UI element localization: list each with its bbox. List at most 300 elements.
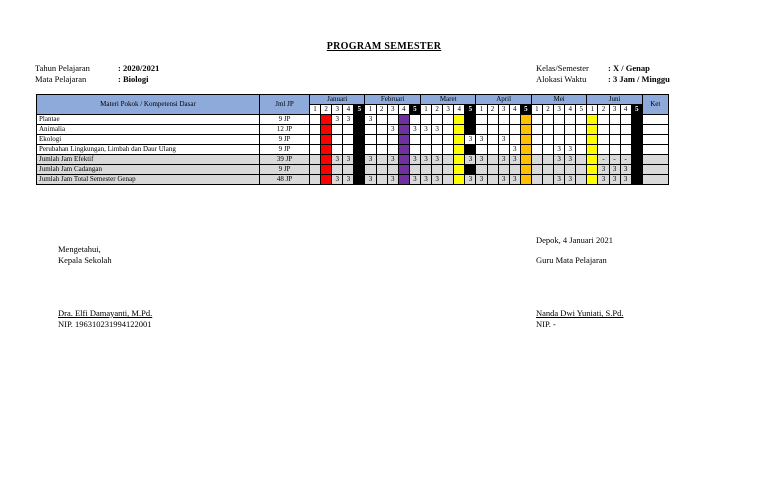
week-cell bbox=[598, 125, 609, 135]
week-cell bbox=[432, 115, 443, 125]
week-cell bbox=[432, 145, 443, 155]
header-week: 4 bbox=[343, 105, 354, 115]
week-cell bbox=[598, 145, 609, 155]
week-cell: 3 bbox=[409, 175, 420, 185]
info-value: : 3 Jam / Minggu bbox=[608, 74, 670, 84]
week-cell bbox=[576, 135, 587, 145]
week-cell bbox=[465, 165, 476, 175]
week-cell: 3 bbox=[432, 125, 443, 135]
week-cell bbox=[454, 175, 465, 185]
header-week: 5 bbox=[354, 105, 365, 115]
week-cell bbox=[354, 115, 365, 125]
week-cell bbox=[376, 125, 387, 135]
week-cell: 3 bbox=[476, 155, 487, 165]
week-cell bbox=[398, 125, 409, 135]
table-row bbox=[37, 145, 669, 155]
week-cell bbox=[520, 175, 531, 185]
left-sign-line2: Kepala Sekolah bbox=[58, 255, 112, 265]
week-cell bbox=[432, 165, 443, 175]
week-cell bbox=[310, 175, 321, 185]
table-row bbox=[37, 115, 669, 125]
week-cell: 3 bbox=[387, 155, 398, 165]
place-date: Depok, 4 Januari 2021 bbox=[536, 235, 613, 245]
week-cell: 3 bbox=[620, 165, 631, 175]
week-cell bbox=[443, 175, 454, 185]
header-week: 5 bbox=[465, 105, 476, 115]
row-jp: 9 JP bbox=[260, 135, 310, 145]
week-cell bbox=[420, 145, 431, 155]
row-jp: 9 JP bbox=[260, 115, 310, 125]
week-cell bbox=[520, 155, 531, 165]
week-cell bbox=[542, 165, 553, 175]
week-cell bbox=[454, 125, 465, 135]
week-cell: 3 bbox=[498, 175, 509, 185]
week-cell bbox=[520, 135, 531, 145]
week-cell bbox=[387, 165, 398, 175]
info-left bbox=[35, 63, 159, 85]
week-cell: 3 bbox=[476, 135, 487, 145]
week-cell: 3 bbox=[332, 115, 343, 125]
week-cell bbox=[509, 165, 520, 175]
header-week: 4 bbox=[509, 105, 520, 115]
week-cell bbox=[509, 125, 520, 135]
week-cell: 3 bbox=[420, 155, 431, 165]
header-week: 2 bbox=[598, 105, 609, 115]
week-cell bbox=[542, 125, 553, 135]
week-cell: 3 bbox=[365, 115, 376, 125]
week-cell bbox=[398, 155, 409, 165]
header-week: 2 bbox=[376, 105, 387, 115]
week-cell bbox=[565, 125, 576, 135]
week-cell bbox=[310, 135, 321, 145]
header-month: Juni bbox=[587, 95, 642, 105]
week-cell: 3 bbox=[498, 155, 509, 165]
week-cell: 3 bbox=[476, 175, 487, 185]
week-cell bbox=[354, 125, 365, 135]
week-cell bbox=[387, 115, 398, 125]
week-cell bbox=[509, 115, 520, 125]
week-cell bbox=[542, 135, 553, 145]
week-cell bbox=[321, 125, 332, 135]
week-cell bbox=[332, 135, 343, 145]
row-ket bbox=[642, 175, 668, 185]
week-cell bbox=[354, 155, 365, 165]
week-cell bbox=[476, 145, 487, 155]
week-cell: 3 bbox=[409, 155, 420, 165]
week-cell bbox=[310, 155, 321, 165]
week-cell: 3 bbox=[565, 175, 576, 185]
week-cell bbox=[454, 145, 465, 155]
week-cell bbox=[554, 125, 565, 135]
week-cell bbox=[387, 135, 398, 145]
header-week: 4 bbox=[620, 105, 631, 115]
row-ket bbox=[642, 135, 668, 145]
week-cell bbox=[332, 125, 343, 135]
week-cell: 3 bbox=[554, 155, 565, 165]
table-row bbox=[37, 135, 669, 145]
week-cell bbox=[365, 125, 376, 135]
week-cell: 3 bbox=[343, 115, 354, 125]
week-cell bbox=[587, 125, 598, 135]
week-cell bbox=[409, 135, 420, 145]
week-cell: 3 bbox=[598, 175, 609, 185]
week-cell bbox=[343, 145, 354, 155]
row-name: Jumlah Jam Total Semester Genap bbox=[37, 175, 260, 185]
week-cell bbox=[321, 145, 332, 155]
week-cell bbox=[321, 155, 332, 165]
week-cell bbox=[354, 145, 365, 155]
header-week: 3 bbox=[554, 105, 565, 115]
week-cell: 3 bbox=[365, 155, 376, 165]
week-cell bbox=[598, 115, 609, 125]
header-jml-jp: Jml JP bbox=[260, 95, 310, 115]
header-month: Maret bbox=[420, 95, 475, 105]
week-cell: 3 bbox=[409, 125, 420, 135]
week-cell bbox=[465, 125, 476, 135]
week-cell bbox=[609, 125, 620, 135]
week-cell bbox=[531, 145, 542, 155]
week-cell bbox=[554, 115, 565, 125]
week-cell bbox=[531, 135, 542, 145]
week-cell bbox=[587, 155, 598, 165]
week-cell bbox=[576, 145, 587, 155]
header-week: 1 bbox=[476, 105, 487, 115]
week-cell: 3 bbox=[465, 155, 476, 165]
week-cell bbox=[520, 165, 531, 175]
header-week: 5 bbox=[631, 105, 642, 115]
week-cell: 3 bbox=[609, 175, 620, 185]
row-ket bbox=[642, 165, 668, 175]
week-cell bbox=[409, 165, 420, 175]
week-cell bbox=[409, 145, 420, 155]
week-cell bbox=[542, 175, 553, 185]
week-cell bbox=[554, 165, 565, 175]
week-cell: 3 bbox=[554, 175, 565, 185]
week-cell bbox=[620, 125, 631, 135]
week-cell bbox=[587, 115, 598, 125]
header-month: Mei bbox=[531, 95, 586, 105]
week-cell bbox=[365, 145, 376, 155]
week-cell bbox=[487, 115, 498, 125]
week-cell bbox=[310, 165, 321, 175]
week-cell: 3 bbox=[420, 125, 431, 135]
week-cell bbox=[542, 145, 553, 155]
week-cell bbox=[432, 135, 443, 145]
row-ket bbox=[642, 125, 668, 135]
week-cell bbox=[531, 175, 542, 185]
info-value: : X / Genap bbox=[608, 63, 650, 73]
week-cell: 3 bbox=[465, 175, 476, 185]
week-cell bbox=[631, 165, 642, 175]
week-cell bbox=[365, 135, 376, 145]
row-ket bbox=[642, 115, 668, 125]
week-cell: - bbox=[609, 155, 620, 165]
week-cell bbox=[565, 165, 576, 175]
header-week: 4 bbox=[398, 105, 409, 115]
row-jp: 48 JP bbox=[260, 175, 310, 185]
week-cell bbox=[487, 125, 498, 135]
week-cell bbox=[454, 155, 465, 165]
week-cell bbox=[321, 175, 332, 185]
week-cell bbox=[376, 115, 387, 125]
left-signature-block bbox=[58, 244, 112, 266]
header-week: 5 bbox=[520, 105, 531, 115]
week-cell bbox=[354, 175, 365, 185]
week-cell bbox=[343, 135, 354, 145]
week-cell bbox=[343, 165, 354, 175]
week-cell: 3 bbox=[332, 175, 343, 185]
week-cell bbox=[531, 165, 542, 175]
week-cell bbox=[409, 115, 420, 125]
week-cell: - bbox=[598, 155, 609, 165]
header-week: 3 bbox=[443, 105, 454, 115]
week-cell bbox=[443, 165, 454, 175]
week-cell bbox=[443, 145, 454, 155]
week-cell bbox=[609, 145, 620, 155]
week-cell: 3 bbox=[465, 135, 476, 145]
header-month: April bbox=[476, 95, 531, 105]
week-cell bbox=[520, 145, 531, 155]
info-row bbox=[35, 74, 159, 85]
week-cell bbox=[487, 165, 498, 175]
row-name: Animalia bbox=[37, 125, 260, 135]
header-week: 2 bbox=[542, 105, 553, 115]
week-cell bbox=[565, 135, 576, 145]
right-signer-name: Nanda Dwi Yuniati, S.Pd. bbox=[536, 308, 624, 318]
header-week: 3 bbox=[387, 105, 398, 115]
left-signer-nip: NIP. 196310231994122001 bbox=[58, 319, 152, 329]
week-cell bbox=[398, 135, 409, 145]
row-name: Ekologi bbox=[37, 135, 260, 145]
week-cell bbox=[587, 175, 598, 185]
header-month: Februari bbox=[365, 95, 420, 105]
info-label: Mata Pelajaran bbox=[35, 74, 87, 84]
info-row bbox=[35, 63, 159, 74]
week-cell: 3 bbox=[598, 165, 609, 175]
right-sign-line1: Guru Mata Pelajaran bbox=[536, 255, 607, 265]
week-cell bbox=[631, 125, 642, 135]
week-cell: 3 bbox=[565, 145, 576, 155]
week-cell bbox=[487, 135, 498, 145]
week-cell: 3 bbox=[509, 175, 520, 185]
left-signer-block bbox=[58, 308, 152, 330]
week-cell bbox=[498, 145, 509, 155]
week-cell bbox=[365, 165, 376, 175]
week-cell bbox=[631, 135, 642, 145]
week-cell bbox=[631, 115, 642, 125]
week-cell bbox=[487, 175, 498, 185]
week-cell bbox=[465, 145, 476, 155]
week-cell: 3 bbox=[609, 165, 620, 175]
week-cell bbox=[487, 155, 498, 165]
week-cell bbox=[376, 165, 387, 175]
week-cell bbox=[609, 115, 620, 125]
week-cell bbox=[354, 135, 365, 145]
week-cell: 3 bbox=[554, 145, 565, 155]
week-cell bbox=[332, 145, 343, 155]
week-cell bbox=[465, 115, 476, 125]
week-cell bbox=[420, 135, 431, 145]
week-cell bbox=[454, 115, 465, 125]
week-cell bbox=[321, 135, 332, 145]
week-cell bbox=[310, 115, 321, 125]
week-cell bbox=[576, 175, 587, 185]
semester-program-table bbox=[36, 94, 669, 185]
week-cell: 3 bbox=[432, 155, 443, 165]
week-cell bbox=[310, 125, 321, 135]
week-cell bbox=[520, 125, 531, 135]
info-right bbox=[536, 63, 670, 85]
week-cell bbox=[420, 165, 431, 175]
info-label: Alokasi Waktu bbox=[536, 74, 587, 84]
week-cell bbox=[565, 115, 576, 125]
week-cell bbox=[398, 175, 409, 185]
week-cell: 3 bbox=[387, 125, 398, 135]
week-cell bbox=[609, 135, 620, 145]
header-week: 1 bbox=[365, 105, 376, 115]
week-cell bbox=[454, 165, 465, 175]
left-sign-line1: Mengetahui, bbox=[58, 244, 101, 254]
week-cell bbox=[587, 135, 598, 145]
week-cell: 3 bbox=[420, 175, 431, 185]
week-cell bbox=[476, 115, 487, 125]
info-label: Tahun Pelajaran bbox=[35, 63, 90, 73]
week-cell bbox=[620, 145, 631, 155]
week-cell bbox=[443, 135, 454, 145]
right-signer-nip: NIP. - bbox=[536, 319, 556, 329]
week-cell bbox=[576, 155, 587, 165]
week-cell bbox=[376, 145, 387, 155]
week-cell: 3 bbox=[509, 155, 520, 165]
header-week: 2 bbox=[321, 105, 332, 115]
table-row bbox=[37, 165, 669, 175]
week-cell bbox=[620, 135, 631, 145]
week-cell: 3 bbox=[509, 145, 520, 155]
week-cell bbox=[387, 145, 398, 155]
header-week: 1 bbox=[310, 105, 321, 115]
header-ket: Ket bbox=[642, 95, 668, 115]
row-name: Plantae bbox=[37, 115, 260, 125]
week-cell bbox=[376, 175, 387, 185]
header-week: 3 bbox=[332, 105, 343, 115]
header-month: Januari bbox=[310, 95, 365, 105]
week-cell bbox=[476, 125, 487, 135]
week-cell: 3 bbox=[343, 155, 354, 165]
week-cell bbox=[631, 145, 642, 155]
week-cell bbox=[321, 165, 332, 175]
week-cell bbox=[321, 115, 332, 125]
week-cell bbox=[520, 115, 531, 125]
week-cell: 3 bbox=[332, 155, 343, 165]
week-cell bbox=[498, 165, 509, 175]
week-cell bbox=[576, 125, 587, 135]
week-cell bbox=[376, 135, 387, 145]
week-cell: 3 bbox=[498, 135, 509, 145]
header-week: 4 bbox=[454, 105, 465, 115]
info-value: : Biologi bbox=[118, 74, 149, 84]
row-jp: 9 JP bbox=[260, 145, 310, 155]
week-cell bbox=[631, 175, 642, 185]
info-row bbox=[536, 63, 670, 74]
header-materi: Materi Pokok / Kompetensi Dasar bbox=[37, 95, 260, 115]
week-cell bbox=[587, 165, 598, 175]
header-week: 2 bbox=[487, 105, 498, 115]
week-cell bbox=[498, 125, 509, 135]
week-cell bbox=[598, 135, 609, 145]
week-cell bbox=[454, 135, 465, 145]
week-cell bbox=[631, 155, 642, 165]
week-cell bbox=[587, 145, 598, 155]
week-cell bbox=[398, 165, 409, 175]
info-label: Kelas/Semester bbox=[536, 63, 589, 73]
week-cell bbox=[376, 155, 387, 165]
row-name: Jumlah Jam Efektif bbox=[37, 155, 260, 165]
week-cell bbox=[420, 115, 431, 125]
week-cell: - bbox=[620, 155, 631, 165]
week-cell bbox=[443, 115, 454, 125]
week-cell bbox=[542, 115, 553, 125]
week-cell bbox=[531, 115, 542, 125]
info-value: : 2020/2021 bbox=[118, 63, 160, 73]
left-signer-name: Dra. Elfi Damayanti, M.Pd. bbox=[58, 308, 153, 318]
row-name: Perubahan Lingkungan, Limbah dan Daur Ulang bbox=[37, 145, 260, 155]
info-row bbox=[536, 74, 670, 85]
header-week: 3 bbox=[498, 105, 509, 115]
week-cell: 3 bbox=[365, 175, 376, 185]
row-ket bbox=[642, 155, 668, 165]
week-cell bbox=[310, 145, 321, 155]
header-week: 1 bbox=[420, 105, 431, 115]
week-cell: 3 bbox=[387, 175, 398, 185]
table-row bbox=[37, 155, 669, 165]
week-cell bbox=[332, 165, 343, 175]
week-cell bbox=[509, 135, 520, 145]
header-week: 3 bbox=[609, 105, 620, 115]
header-week: 2 bbox=[432, 105, 443, 115]
right-signer-block bbox=[536, 308, 624, 330]
header-week: 4 bbox=[565, 105, 576, 115]
week-cell bbox=[343, 125, 354, 135]
week-cell bbox=[476, 165, 487, 175]
row-ket bbox=[642, 145, 668, 155]
week-cell bbox=[554, 135, 565, 145]
header-week: 5 bbox=[409, 105, 420, 115]
week-cell bbox=[487, 145, 498, 155]
header-week: 1 bbox=[531, 105, 542, 115]
week-cell: 3 bbox=[620, 175, 631, 185]
week-cell bbox=[542, 155, 553, 165]
week-cell bbox=[498, 115, 509, 125]
header-week: 1 bbox=[587, 105, 598, 115]
row-jp: 39 JP bbox=[260, 155, 310, 165]
header-week: 5 bbox=[576, 105, 587, 115]
row-jp: 9 JP bbox=[260, 165, 310, 175]
week-cell: 3 bbox=[432, 175, 443, 185]
row-jp: 12 JP bbox=[260, 125, 310, 135]
week-cell bbox=[576, 165, 587, 175]
week-cell bbox=[443, 125, 454, 135]
week-cell: 3 bbox=[565, 155, 576, 165]
week-cell: 3 bbox=[343, 175, 354, 185]
week-cell bbox=[531, 125, 542, 135]
document-title: PROGRAM SEMESTER bbox=[326, 41, 442, 52]
row-name: Jumlah Jam Cadangan bbox=[37, 165, 260, 175]
week-cell bbox=[398, 145, 409, 155]
week-cell bbox=[531, 155, 542, 165]
table-row bbox=[37, 125, 669, 135]
week-cell bbox=[354, 165, 365, 175]
week-cell bbox=[398, 115, 409, 125]
